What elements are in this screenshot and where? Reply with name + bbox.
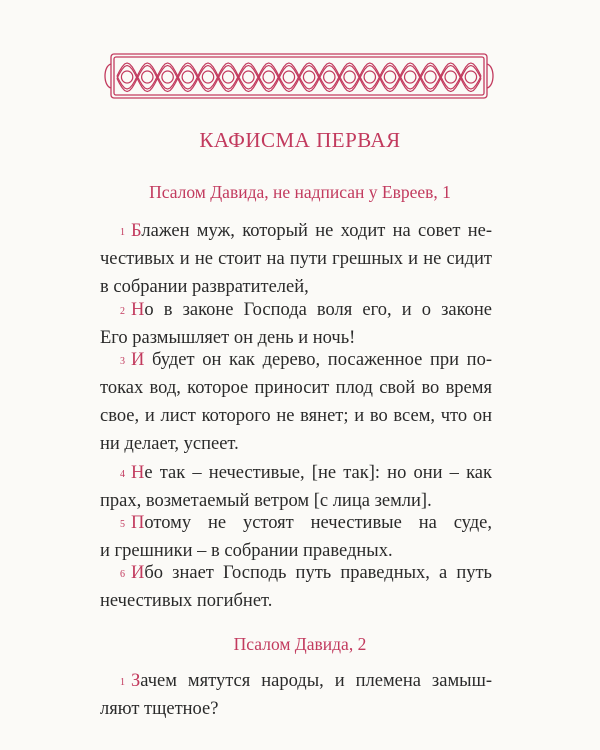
verse-initial: И: [131, 563, 145, 583]
verse-line: токах вод, которое приносит плод свой во время: [100, 378, 492, 398]
verse-line: [112, 509, 492, 537]
verse-text: е так – нечестивые, [не так]: но они – как: [144, 463, 492, 483]
verse-text: ачем мятутся народы, и племена замыш-: [140, 671, 492, 691]
verse-1-3: [100, 346, 492, 458]
verse-text: будет он как дерево, посаженное при по-: [144, 350, 492, 370]
verse-1-4: [100, 459, 492, 515]
verse-line: [112, 296, 492, 324]
verse-line: ляют тщетное?: [100, 699, 219, 719]
verse-line: ни делает, успеет.: [100, 434, 239, 454]
verse-line: свое, и лист которого не вянет; и во всем, что он: [100, 406, 492, 426]
verse-initial: З: [131, 671, 141, 691]
psalm-2-title: Псалом Давида, 2: [233, 634, 367, 654]
verse-line: нечестивых погибнет.: [100, 591, 273, 611]
verse-2-1: [100, 667, 492, 723]
verse-text: о в законе Господа воля его, и о законе: [144, 300, 492, 320]
kathisma-title: КАФИСМА ПЕРВАЯ: [199, 128, 401, 152]
verse-number: 3: [120, 356, 125, 367]
verse-text: лажен муж, который не ходит на совет не-: [141, 221, 492, 241]
verse-line: Его размышляет он день и ночь!: [100, 328, 356, 348]
celtic-knot-ornament: [103, 50, 495, 102]
verse-text: отому не устоят нечестивые на суде,: [144, 513, 492, 533]
verse-1-5: [100, 509, 492, 565]
verse-number: 6: [120, 569, 125, 580]
psalm-1-title: Псалом Давида, не надписан у Евреев, 1: [149, 182, 451, 202]
verse-line: в собрании развратителей,: [100, 277, 309, 297]
verse-line: [112, 667, 492, 695]
verse-initial: Н: [131, 300, 145, 320]
verse-number: 2: [120, 306, 125, 317]
verse-line: честивых и не стоит на пути грешных и не сидит: [100, 249, 492, 269]
verse-line: и грешники – в собрании праведных.: [100, 541, 393, 561]
verse-line: [112, 559, 492, 587]
verse-number: 5: [120, 519, 125, 530]
verse-1-2: [100, 296, 492, 352]
verse-1-6: [100, 559, 492, 615]
verse-number: 1: [120, 227, 125, 238]
verse-initial: И: [131, 350, 145, 370]
verse-initial: П: [131, 513, 145, 533]
verse-initial: Б: [131, 221, 142, 241]
verse-text: бо знает Господь путь праведных, а путь: [144, 563, 492, 583]
verse-1-1: [100, 217, 492, 301]
verse-line: [112, 217, 492, 245]
verse-number: 4: [120, 469, 125, 480]
verse-line: [112, 346, 492, 374]
verse-initial: Н: [131, 463, 145, 483]
verse-line: прах, возметаемый ветром [с лица земли].: [100, 491, 432, 511]
verse-number: 1: [120, 677, 125, 688]
verse-line: [112, 459, 492, 487]
